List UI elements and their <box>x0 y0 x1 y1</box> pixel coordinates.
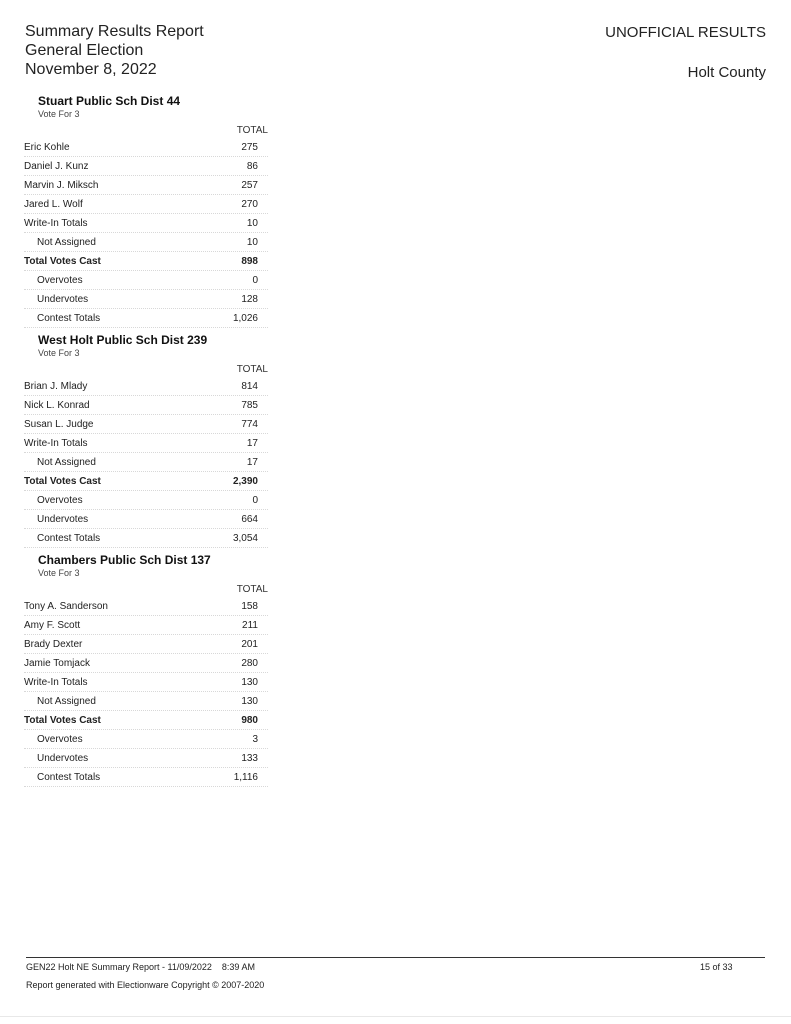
table-row <box>24 271 268 290</box>
row-value: 10 <box>246 217 258 229</box>
contest-west-holt <box>24 333 268 548</box>
row-label: Contest Totals <box>37 312 101 324</box>
row-value: 0 <box>252 494 258 506</box>
row-label: Not Assigned <box>37 456 96 468</box>
footer-report-line: GEN22 Holt NE Summary Report - 11/09/2022 8:39 AM <box>26 962 255 972</box>
row-label: Tony A. Sanderson <box>24 600 108 612</box>
row-label: Undervotes <box>37 513 89 525</box>
row-label: Amy F. Scott <box>24 619 81 631</box>
row-label: Daniel J. Kunz <box>24 160 89 172</box>
row-value: 980 <box>241 714 258 726</box>
table-row <box>24 453 268 472</box>
table-row <box>24 233 268 252</box>
row-label: Write-In Totals <box>24 217 88 229</box>
table-row <box>24 749 268 768</box>
results-status: UNOFFICIAL RESULTS <box>605 24 766 41</box>
report-title: Summary Results Report <box>25 23 204 40</box>
row-label: Eric Kohle <box>24 141 70 153</box>
row-value: 0 <box>252 274 258 286</box>
table-row <box>24 616 268 635</box>
row-label: Brian J. Mlady <box>24 380 88 392</box>
contest-stuart <box>24 94 268 328</box>
table-row <box>24 309 268 328</box>
page-edge-divider <box>0 1016 791 1017</box>
total-header: TOTAL <box>236 125 268 136</box>
table-row <box>24 635 268 654</box>
row-label: Marvin J. Miksch <box>24 179 99 191</box>
row-value: 17 <box>246 456 258 468</box>
table-row <box>24 597 268 616</box>
table-row <box>24 138 268 157</box>
footer-copyright: Report generated with Electionware Copyright © 2007-2020 <box>26 980 265 990</box>
row-value: 211 <box>242 619 258 631</box>
table-row <box>24 157 268 176</box>
total-votes-row <box>24 711 268 730</box>
row-label: Overvotes <box>37 733 83 745</box>
row-value: 257 <box>241 179 258 191</box>
total-header: TOTAL <box>236 364 268 375</box>
election-date: November 8, 2022 <box>25 61 157 78</box>
election-name: General Election <box>25 42 144 59</box>
table-row <box>24 434 268 453</box>
row-value: 3 <box>252 733 258 745</box>
row-value: 17 <box>246 437 258 449</box>
row-value: 270 <box>241 198 258 210</box>
total-header: TOTAL <box>236 584 268 595</box>
county-name: Holt County <box>687 64 766 81</box>
table-row <box>24 290 268 309</box>
contest-title: Stuart Public Sch Dist 44 <box>38 94 181 108</box>
footer-divider <box>26 957 765 958</box>
row-value: 86 <box>246 160 258 172</box>
table-row <box>24 396 268 415</box>
table-row <box>24 529 268 548</box>
row-label: Contest Totals <box>37 771 101 783</box>
row-value: 1,116 <box>233 771 258 783</box>
table-row <box>24 510 268 529</box>
row-value: 130 <box>241 695 258 707</box>
table-row <box>24 377 268 396</box>
contest-chambers <box>24 553 268 787</box>
row-label: Overvotes <box>37 274 83 286</box>
row-label: Not Assigned <box>37 695 96 707</box>
row-value: 130 <box>241 676 258 688</box>
row-value: 814 <box>241 380 258 392</box>
contest-title: Chambers Public Sch Dist 137 <box>38 553 211 567</box>
table-row <box>24 692 268 711</box>
total-votes-row <box>24 472 268 491</box>
table-row <box>24 730 268 749</box>
table-row <box>24 214 268 233</box>
report-title-block <box>25 22 204 79</box>
row-value: 280 <box>241 657 258 669</box>
row-label: Undervotes <box>37 293 89 305</box>
row-label: Write-In Totals <box>24 437 88 449</box>
row-value: 201 <box>241 638 258 650</box>
table-row <box>24 415 268 434</box>
row-value: 774 <box>241 418 258 430</box>
row-label: Total Votes Cast <box>24 255 101 267</box>
row-label: Overvotes <box>37 494 83 506</box>
row-label: Write-In Totals <box>24 676 88 688</box>
row-value: 133 <box>241 752 258 764</box>
row-value: 10 <box>246 236 258 248</box>
table-row <box>24 176 268 195</box>
row-value: 2,390 <box>232 475 258 487</box>
vote-for: Vote For 3 <box>38 109 80 119</box>
table-row <box>24 654 268 673</box>
table-row <box>24 768 268 787</box>
row-label: Not Assigned <box>37 236 96 248</box>
row-label: Contest Totals <box>37 532 101 544</box>
total-votes-row <box>24 252 268 271</box>
table-row <box>24 491 268 510</box>
row-label: Brady Dexter <box>24 638 83 650</box>
row-value: 275 <box>241 141 258 153</box>
contest-title: West Holt Public Sch Dist 239 <box>38 333 208 347</box>
vote-for: Vote For 3 <box>38 348 80 358</box>
row-label: Total Votes Cast <box>24 475 101 487</box>
row-value: 785 <box>241 399 258 411</box>
row-value: 158 <box>241 600 258 612</box>
row-label: Nick L. Konrad <box>24 399 90 411</box>
vote-for: Vote For 3 <box>38 568 80 578</box>
row-value: 898 <box>241 255 258 267</box>
row-label: Undervotes <box>37 752 89 764</box>
row-label: Total Votes Cast <box>24 714 101 726</box>
row-value: 3,054 <box>232 532 258 544</box>
page-number: 15 of 33 <box>700 962 733 972</box>
row-label: Jared L. Wolf <box>24 198 83 210</box>
row-value: 664 <box>241 513 258 525</box>
table-row <box>24 195 268 214</box>
row-label: Jamie Tomjack <box>24 657 90 669</box>
row-value: 1,026 <box>232 312 258 324</box>
row-value: 128 <box>241 293 258 305</box>
row-label: Susan L. Judge <box>24 418 94 430</box>
table-row <box>24 673 268 692</box>
